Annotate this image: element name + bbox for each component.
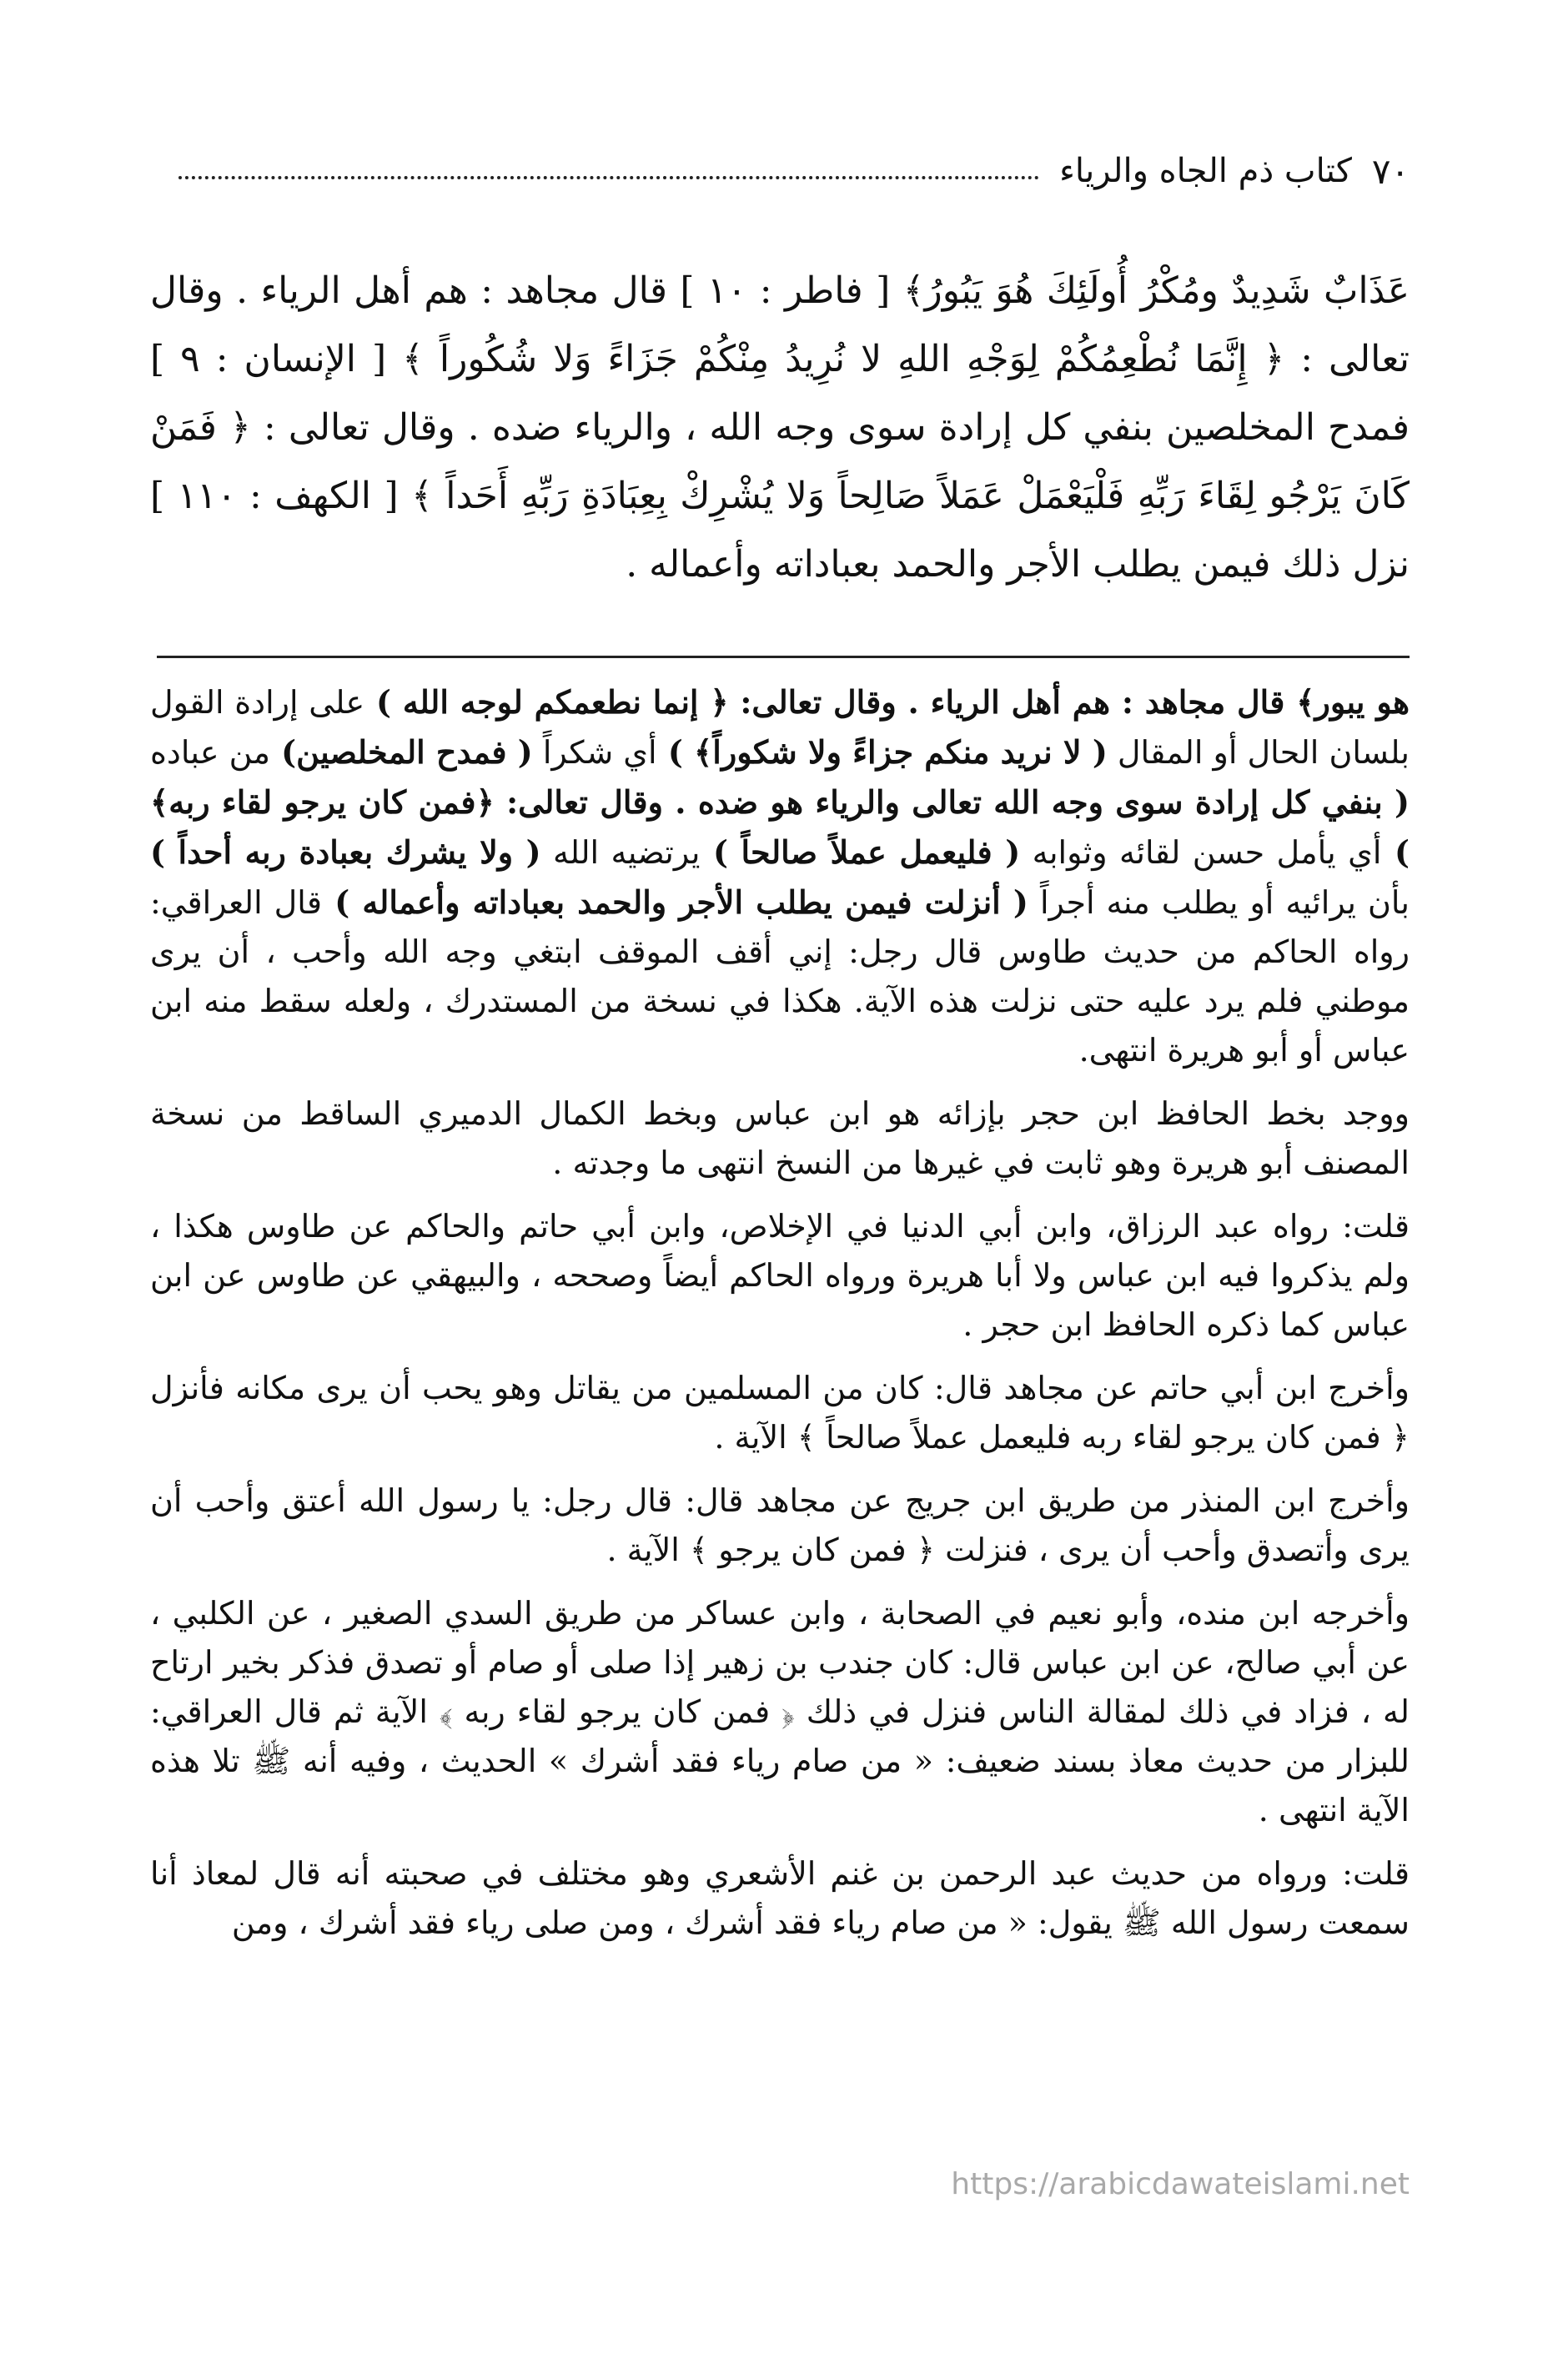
- commentary-text-segment: من عباده: [150, 734, 270, 771]
- quoted-text-segment: ( لا نريد منكم جزاءً ولا شكوراً﴾ ): [656, 733, 1108, 771]
- commentary-text-segment: يرتضيه الله: [540, 834, 701, 871]
- commentary-paragraph-2: ووجد بخط الحافظ ابن حجر بإزائه هو ابن عباس وبخط الكمال الدميري الساقط من نسخة المصنف أبو هريرة وهو ثابت في غيرها من النسخ انتهى ما وجدته .: [150, 1095, 1410, 1181]
- commentary-paragraph-3: قلت: رواه عبد الرزاق، وابن أبي الدنيا في الإخلاص، وابن أبي حاتم والحاكم عن طاوس هكذا ، ولم يذكروا فيه ابن عباس ولا أبا هريرة ورواه الحاكم أيضاً وصححه ، والبيهقي عن طاوس عن ابن عباس كما ذكره الحافظ ابن حجر .: [150, 1208, 1410, 1343]
- quoted-text-segment: ( أنزلت فيمن يطلب الأجر والحمد بعباداته وأعماله ): [322, 883, 1028, 921]
- commentary-paragraph-4: وأخرج ابن أبي حاتم عن مجاهد قال: كان من المسلمين من يقاتل وهو يحب أن يرى مكانه فأنزل ﴿ فمن كان يرجو لقاء ربه فليعمل عملاً صالحاً ﴾ الآية .: [150, 1370, 1410, 1456]
- running-title: كتاب ذم الجاه والرياء: [1059, 152, 1352, 190]
- quoted-text-segment: ( بنفي كل إرادة سوى وجه الله تعالى والرياء هو ضده . وقال تعالى: ﴿فمن كان يرجو لقاء ربه﴾ ): [150, 783, 1410, 871]
- commentary-paragraph-6: وأخرجه ابن منده، وأبو نعيم في الصحابة ، وابن عساكر من طريق السدي الصغير ، عن الكلبي ، عن أبي صالح، عن ابن عباس قال: كان جندب بن زهير إذا صلى أو صام أو تصدق فذكر بخير ارتاح له ، فزاد في ذلك لمقالة الناس فنزل في ذلك ﴿ فمن كان يرجو لقاء ربه ﴾ الآية ثم قال العراقي: للبزار من حديث معاذ بسند ضعيف: « من صام رياء فقد أشرك » الحديث ، وفيه أنه ﷺ تلا هذه الآية انتهى .: [150, 1595, 1410, 1828]
- commentary-paragraph-5: وأخرج ابن المنذر من طريق ابن جريج عن مجاهد قال: قال رجل: يا رسول الله أعتق وأحب أن يرى وأتصدق وأحب أن يرى ، فنزلت ﴿ فمن كان يرجو ﴾ الآية .: [150, 1482, 1410, 1568]
- commentary-text-segment: بأن يرائيه أو يطلب منه أجراً: [1028, 884, 1410, 921]
- commentary-paragraph-7: قلت: ورواه من حديث عبد الرحمن بن غنم الأشعري وهو مختلف في صحبته أنه قال لمعاذ أنا سمعت رسول الله ﷺ يقول: « من صام رياء فقد أشرك ، ومن صلى رياء فقد أشرك ، ومن: [150, 1855, 1410, 1941]
- commentary-text-segment: قال العراقي: رواه الحاكم من حديث طاوس قال رجل: إني أقف الموقف ابتغي وجه الله وأحب ، أن يرى موطني فلم يرد عليه حتى نزلت هذه الآية. هكذا في نسخة من المستدرك ، ولعله سقط منه ابن عباس أو أبو هريرة انتهى.: [150, 884, 1410, 1069]
- main-paragraph: عَذَابٌ شَدِيدٌ ومُكْرُ أُولَئِكَ هُوَ يَبُورُ﴾ [ فاطر : ١٠ ] قال مجاهد : هم أهل الرياء . وقال تعالى : ﴿ إِنَّمَا نُطْعِمُكُمْ لِوَجْهِ اللهِ لا نُرِيدُ مِنْكُمْ جَزَاءً وَلا شُكُوراً ﴾ [ الإنسان : ٩ ] فمدح المخلصين بنفي كل إرادة سوى وجه الله ، والرياء ضده . وقال تعالى : ﴿ فَمَنْ كَانَ يَرْجُو لِقَاءَ رَبِّهِ فَلْيَعْمَلْ عَمَلاً صَالِحاً وَلا يُشْرِكْ بِعِبَادَةِ رَبِّهِ أَحَداً ﴾ [ الكهف : ١١٠ ] نزل ذلك فيمن يطلب الأجر والحمد بعباداته وأعماله .: [150, 269, 1410, 586]
- commentary: [150, 677, 1410, 1962]
- quoted-text-segment: هو يبور﴾ قال مجاهد : هم أهل الرياء . وقال تعالى: ﴿ إنما نطعمكم لوجه الله ): [364, 683, 1410, 721]
- header-dotted-leader: [178, 176, 1039, 179]
- quoted-text-segment: ( ولا يشرك بعبادة ربه أحداً ): [150, 833, 541, 871]
- main-text: [150, 257, 1410, 599]
- quoted-text-segment: ( فمدح المخلصين): [269, 733, 533, 771]
- commentary-text-segment: أي شكراً: [532, 734, 657, 771]
- watermark-url: https://arabicdawateislami.net: [951, 2167, 1410, 2201]
- page-header: [158, 142, 1410, 200]
- quoted-text-segment: ( فليعمل عملاً صالحاً ): [700, 833, 1021, 871]
- commentary-text-segment: أي يأمل حسن لقائه وثوابه: [1020, 834, 1382, 871]
- commentary-text-segment: على إرادة القول بلسان الحال أو المقال: [150, 684, 1410, 771]
- page-number: ٧٠: [1371, 150, 1410, 192]
- commentary-paragraph-1: [150, 677, 1410, 1075]
- footnote-separator: [157, 656, 1410, 658]
